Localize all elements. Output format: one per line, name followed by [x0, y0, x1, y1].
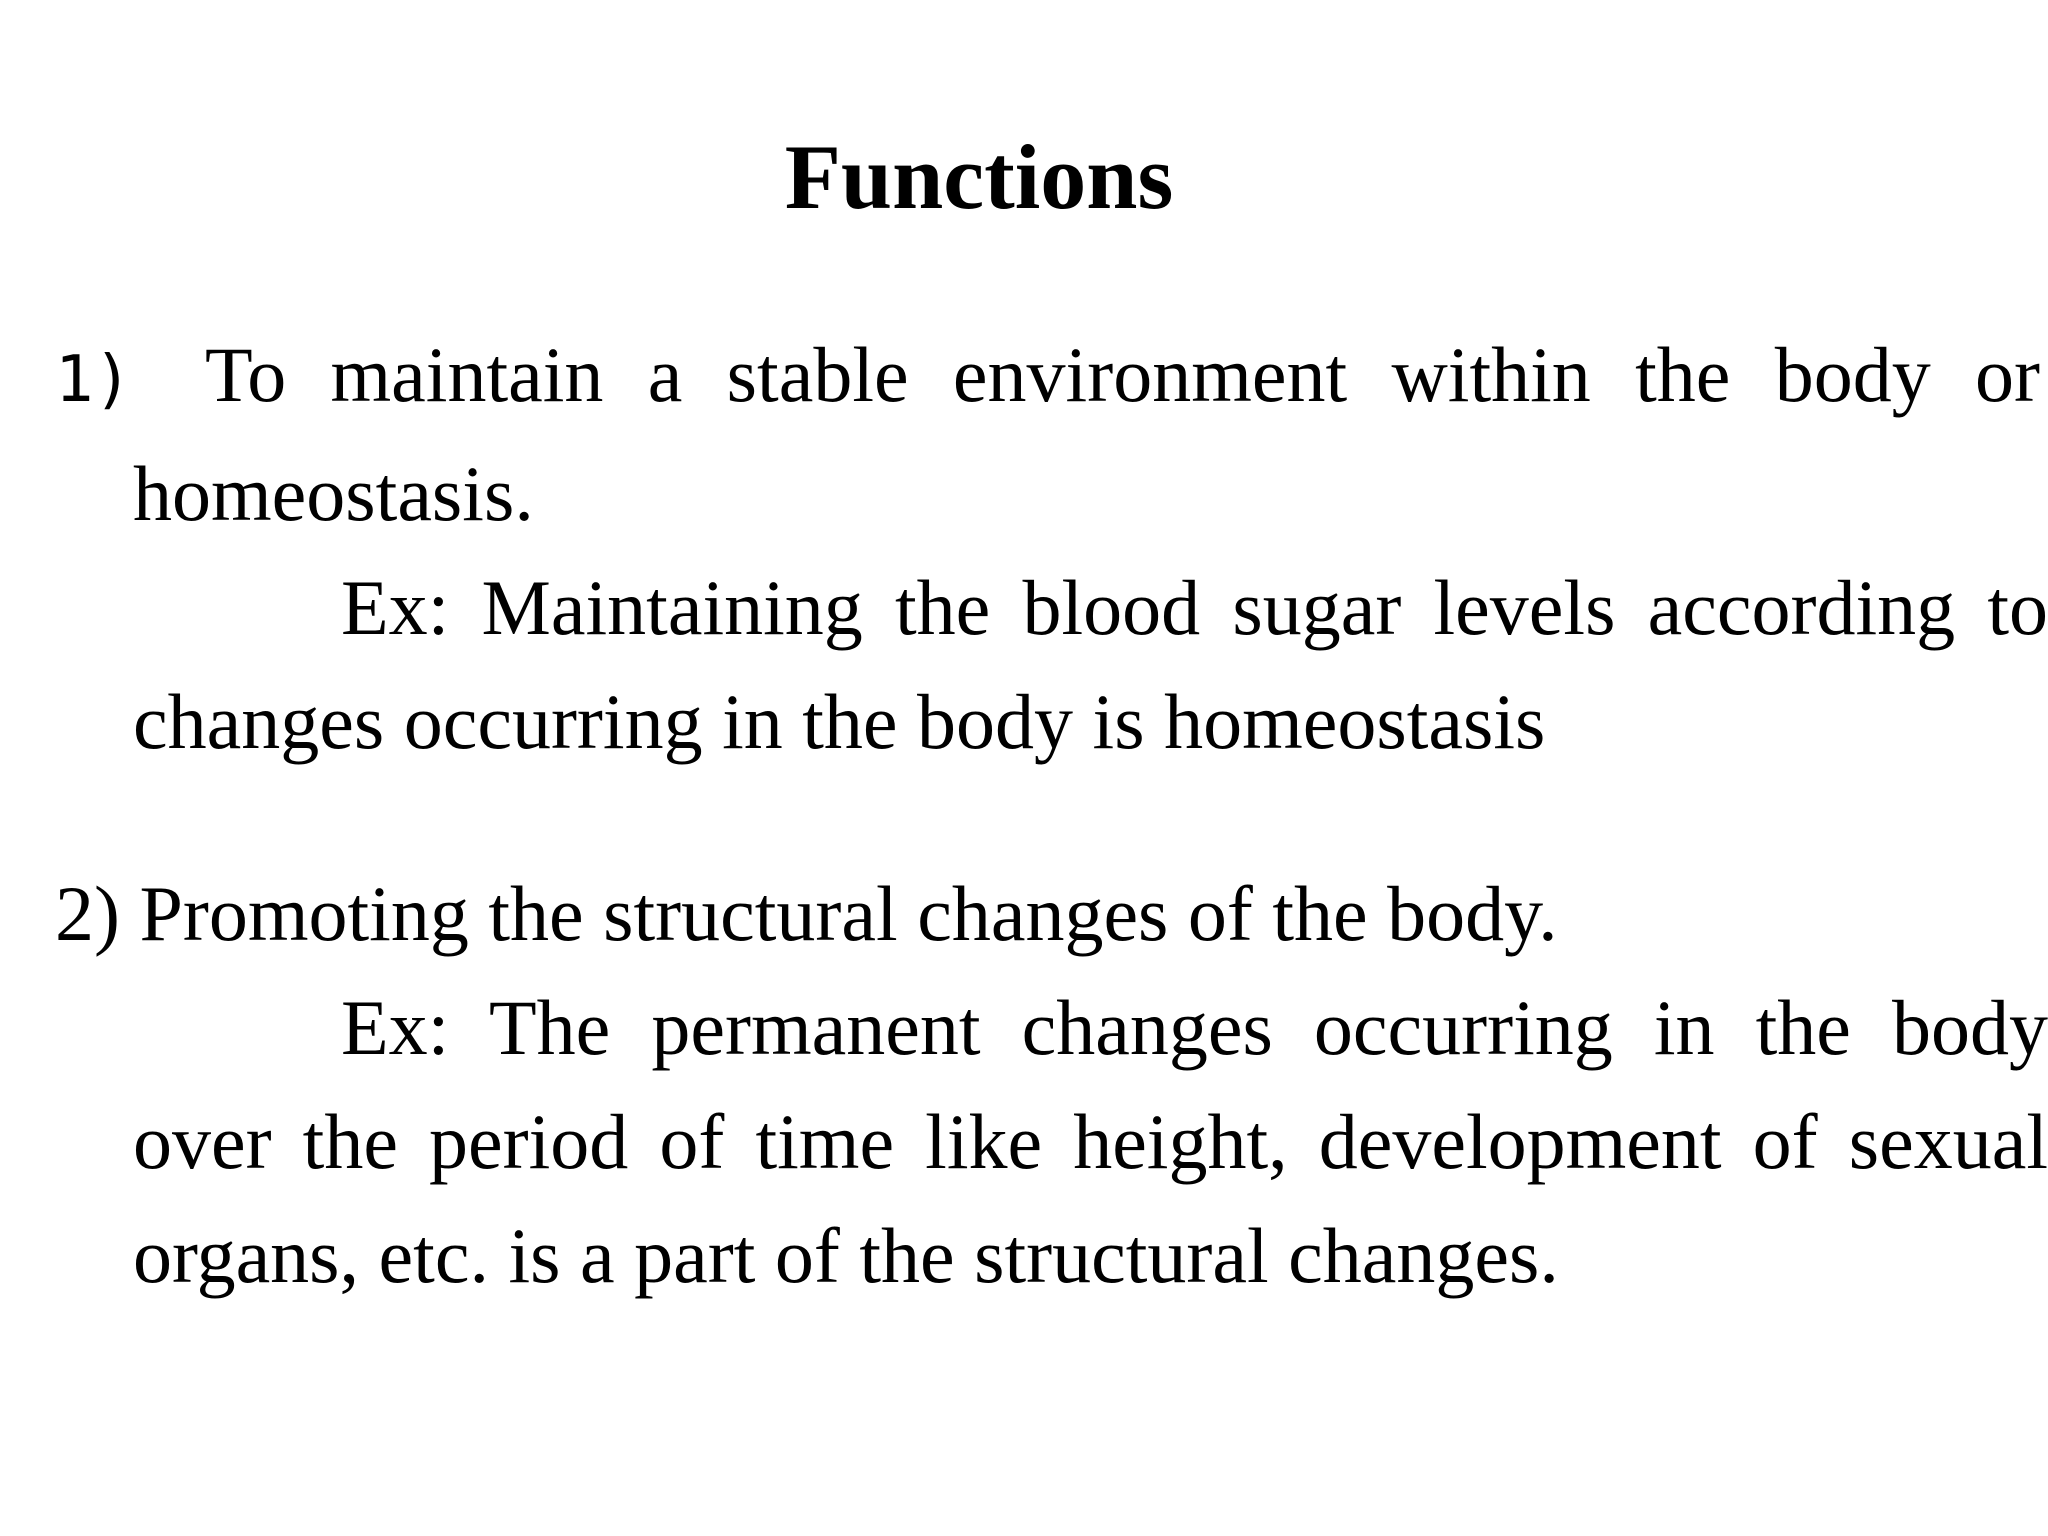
list-item-1 [55, 318, 2040, 551]
slide-content [55, 318, 2048, 1391]
list-item-2-number: 2) [55, 870, 120, 957]
list-item-1-text: To maintain a stable environment within the body or homeostasis. [133, 331, 2040, 537]
list-item-1-example: Ex: Maintaining the blood sugar levels according to changes occurring in the body is homeostasis [133, 564, 2048, 765]
list-item-2-example: Ex: The permanent changes occurring in the body over the period of time like height, development of sexual organs, etc. is a part of the structural changes. [133, 984, 2048, 1299]
list-item-1-number: 1) [55, 343, 133, 417]
slide-title: Functions [784, 126, 1174, 228]
list-item-2 [55, 857, 2040, 971]
list-item-2-text: Promoting the structural changes of the body. [139, 870, 1558, 957]
